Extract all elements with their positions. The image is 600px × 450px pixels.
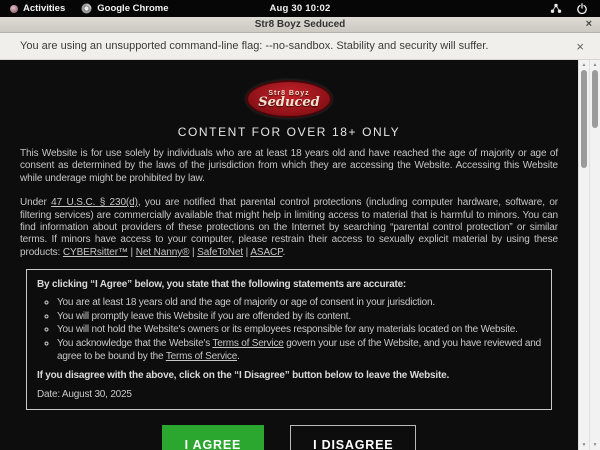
logo-text-top: Str8 Boyz: [268, 89, 310, 97]
product-separator: |: [189, 246, 198, 258]
netnanny-link[interactable]: Net Nanny®: [135, 246, 190, 258]
cybersitter-link[interactable]: CYBERsitter™: [62, 246, 128, 258]
activities-button[interactable]: [10, 3, 65, 14]
agreement-item: ◦ You are at least 18 years old and the age of majority or age of consent in your jurisdiction.: [57, 296, 541, 309]
outer-scrollbar-thumb[interactable]: [581, 70, 587, 168]
agreement-date: Date: August 30, 2025: [37, 388, 132, 400]
disagree-note: If you disagree with the above, click on the “I Disagree” button below to leave the Website.: [37, 369, 450, 381]
i-disagree-button[interactable]: I DISAGREE: [290, 425, 416, 450]
page-viewport: [0, 60, 600, 450]
age-gate-page: [0, 60, 578, 450]
law-link[interactable]: 47 U.S.C. § 230(d): [51, 197, 138, 209]
terms-of-service-link[interactable]: Terms of Service: [212, 337, 284, 349]
gnome-top-bar: [0, 0, 600, 17]
scroll-down-icon[interactable]: ▼: [592, 442, 598, 448]
clock-calendar-button[interactable]: Aug 30 10:02: [269, 3, 331, 14]
scroll-up-icon[interactable]: ▲: [592, 62, 598, 68]
scroll-down-icon[interactable]: ▼: [581, 442, 587, 448]
terms-of-service-link[interactable]: Terms of Service: [165, 350, 238, 362]
p2-text: , you are notified that parental control protections (including computer hardware, software, or filtering services) are commercially available that might help in limiting access to material that is harmful to minors. You can find information about providers of these protections on the Internet by searching “parental control protection” or similar terms. If minors have access to your computer, please restrain their access to sexually explicit material by using these products:: [20, 197, 559, 258]
button-row: [0, 425, 578, 450]
p2-text: .: [282, 246, 286, 258]
app-menu-label: Google Chrome: [97, 3, 169, 14]
age-statement-paragraph: This Website is for use solely by individuals who are at least 18 years old and have reached the age of majority or age of consent as determined by the laws of the jurisdiction from which they are accessing the Website. Accessing this Website while underage might be prohibited by law.: [20, 148, 558, 184]
product-separator: |: [243, 246, 251, 258]
scroll-up-icon[interactable]: ▲: [581, 62, 587, 68]
agreement-item: [57, 337, 541, 363]
parental-control-paragraph: [20, 197, 558, 259]
agreement-item: ◦ You will promptly leave this Website if you are offended by its content.: [57, 310, 541, 323]
agreement-item: ◦ You will not hold the Website's owners or its employees responsible for any materials located on the Website.: [57, 323, 541, 336]
product-separator: |: [127, 246, 136, 258]
activities-label: Activities: [23, 3, 66, 14]
scrollbar-area: [578, 60, 600, 450]
network-icon[interactable]: [550, 3, 562, 14]
outer-scrollbar-track[interactable]: [578, 60, 589, 450]
asacp-link[interactable]: ASACP: [250, 246, 283, 258]
window-titlebar[interactable]: [0, 17, 600, 33]
window-title: Str8 Boyz Seduced: [254, 19, 346, 30]
agreement-box: [26, 269, 552, 410]
logo-text-bottom: Seduced: [258, 94, 320, 110]
agreement-list: [37, 296, 541, 363]
i-agree-button[interactable]: I AGREE: [162, 425, 265, 450]
p2-text: Under: [20, 197, 52, 209]
app-menu-google-chrome[interactable]: [81, 3, 168, 14]
infobar-close-icon[interactable]: ×: [576, 38, 584, 54]
agreement-item-text: govern your use of the Website, and you have reviewed and agree to be bound by the: [57, 337, 541, 362]
site-logo: [246, 80, 332, 118]
chrome-icon: [81, 3, 92, 14]
agreement-intro: By clicking “I Agree” below, you state that the following statements are accurate:: [37, 279, 407, 291]
window-close-icon[interactable]: ×: [585, 18, 592, 30]
page-title: CONTENT FOR OVER 18+ ONLY: [177, 125, 401, 139]
agreement-item-text: .: [237, 350, 240, 362]
chrome-infobar: [0, 33, 600, 60]
inner-scrollbar-thumb[interactable]: [592, 70, 598, 128]
inner-scrollbar-track[interactable]: [589, 60, 600, 450]
agreement-item-text: You acknowledge that the Website's: [57, 337, 213, 349]
safetonet-link[interactable]: SafeToNet: [197, 246, 243, 258]
power-icon[interactable]: [576, 3, 588, 15]
activities-indicator-icon: [10, 5, 18, 13]
infobar-message: You are using an unsupported command-line flag: --no-sandbox. Stability and security will suffer.: [20, 40, 489, 52]
